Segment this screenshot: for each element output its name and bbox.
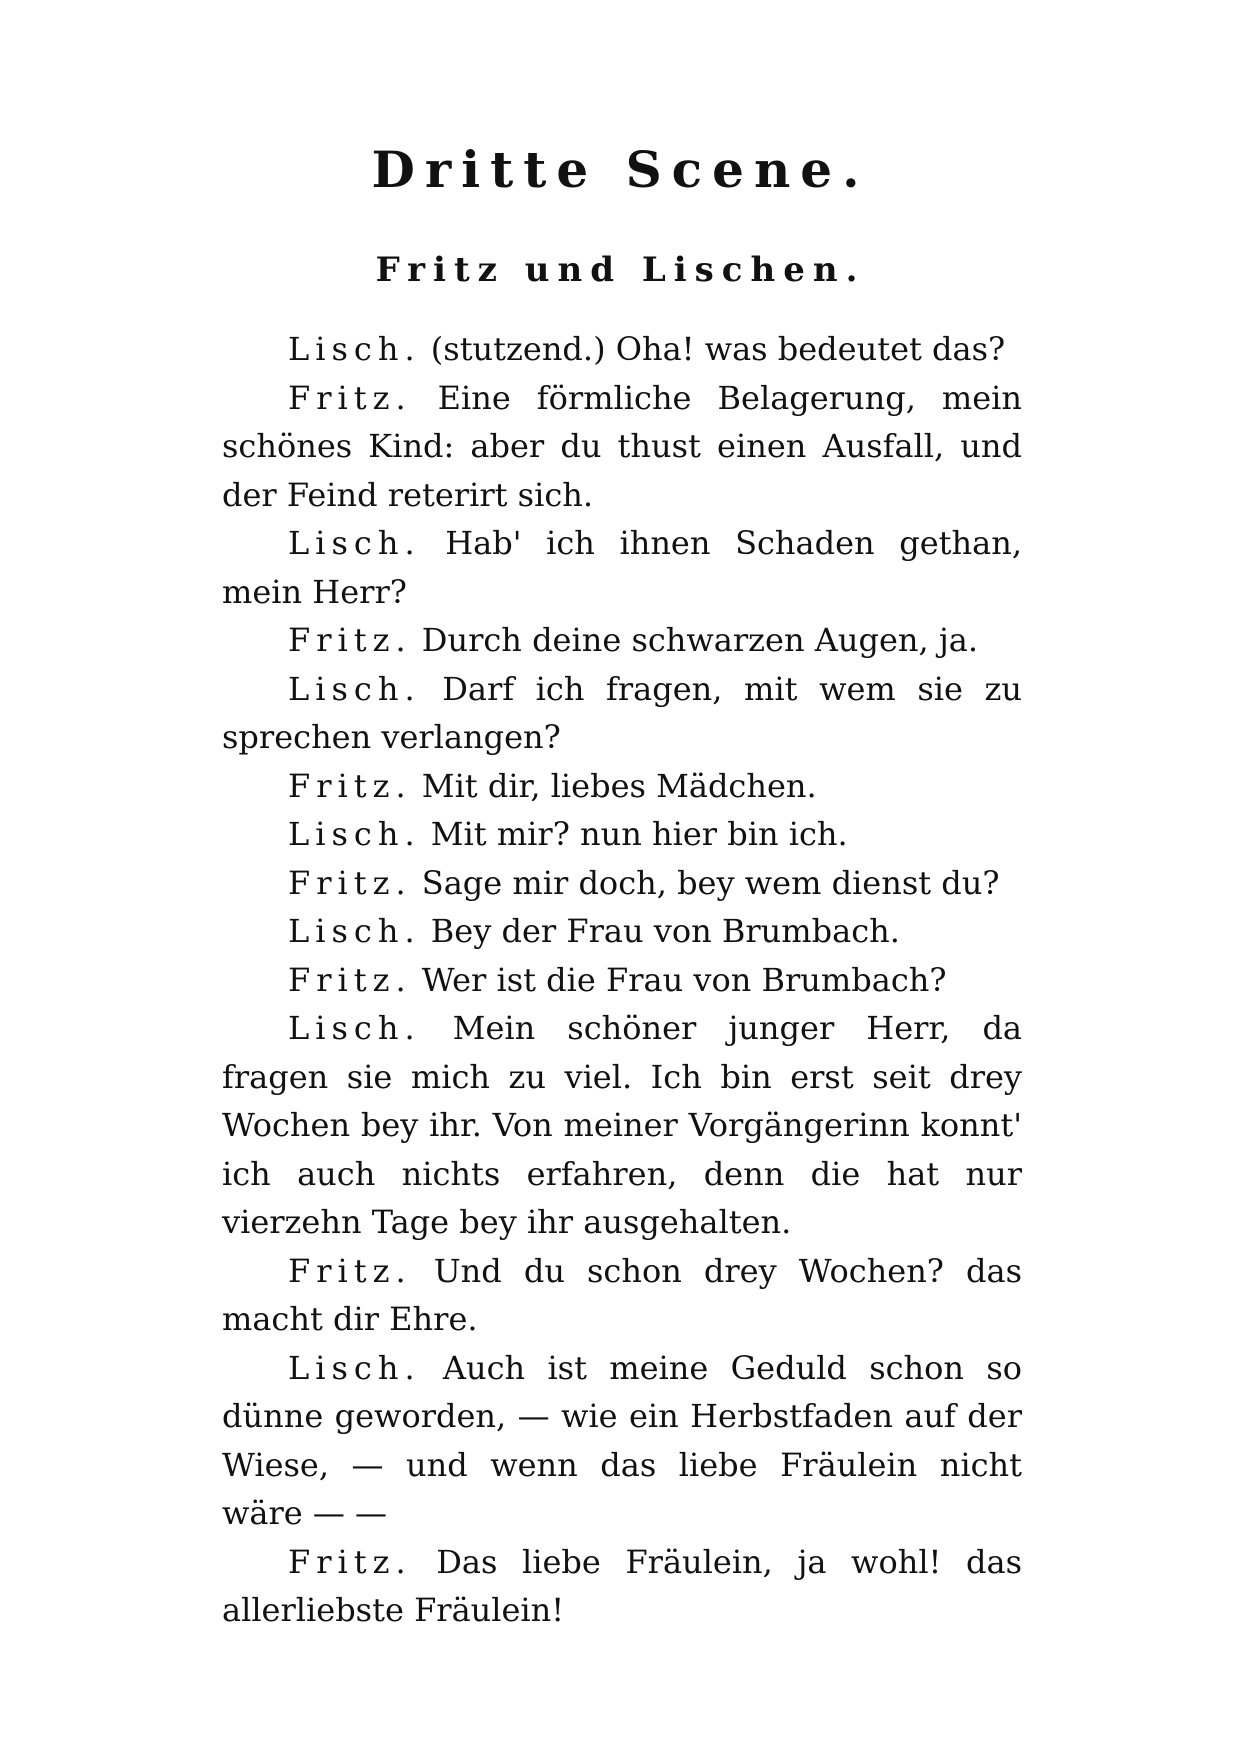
speaker-name: Fritz. — [288, 960, 412, 999]
speaker-name: Fritz. — [288, 378, 412, 417]
dialogue-text-line: Das liebe Fräulein, ja wohl! das allerliebste Fräulein! — [222, 1542, 1023, 1629]
speaker-name: Fritz. — [288, 1542, 412, 1581]
dialogue-line — [222, 907, 1022, 956]
dialogue-line — [222, 1247, 1022, 1344]
dialogue-line — [222, 519, 1022, 616]
speaker-name: Lisch. — [288, 524, 421, 562]
dialogue-text-line: Sage mir doch, bey wem dienst du? — [421, 863, 1000, 902]
dialogue-text-line: Eine förmliche Belagerung, mein schönes Kind: aber du thust einen Ausfall, und der Feind reterirt sich. — [222, 378, 1022, 514]
dialogue-line — [222, 1004, 1022, 1247]
speaker-name: Fritz. — [288, 863, 412, 902]
dialogue-text-line: Auch ist meine Geduld schon so dünne geworden, — wie ein Herbstfaden auf der Wiese, — und wenn das liebe Fräulein nicht wäre — — — [222, 1348, 1023, 1532]
dialogue-text-line: (stutzend.) Oha! was bedeutet das? — [430, 330, 1006, 368]
characters-line: Fritz und Lischen. — [375, 250, 866, 290]
scene-title: Dritte Scene. — [371, 140, 870, 199]
dialogue-line — [222, 956, 1022, 1005]
speaker-name: Lisch. — [288, 330, 421, 368]
dialogue-text-line: Mein schöner junger Herr, da fragen sie mich zu viel. Ich bin erst seit drey Wochen bey ihr. Von meiner Vorgängerinn konnt' ich auch nichts erfahren, denn die hat nur vierzehn Tage bey ihr ausgehalten. — [222, 1009, 1023, 1241]
speaker-name: Lisch. — [288, 669, 421, 708]
dialogue-line — [222, 374, 1022, 520]
dialogue-text-line: Bey der Frau von Brumbach. — [430, 912, 900, 950]
dialogue-line — [222, 810, 1022, 859]
dialogue-text-line: Mit dir, liebes Mädchen. — [421, 766, 817, 805]
speaker-name: Fritz. — [288, 621, 412, 659]
dialogue-line — [222, 325, 1022, 374]
speaker-name: Fritz. — [288, 766, 412, 805]
dialogue-line — [222, 616, 1022, 665]
dialogue-line — [222, 665, 1022, 762]
dialogue-text — [222, 325, 1022, 1635]
speaker-name: Lisch. — [288, 912, 421, 950]
dialogue-line — [222, 762, 1022, 811]
dialogue-text-line: Darf ich fragen, mit wem sie zu sprechen verlangen? — [222, 669, 1022, 756]
dialogue-text-line: Hab' ich ihnen Schaden gethan, mein Herr? — [222, 524, 1022, 611]
speaker-name: Fritz. — [288, 1251, 412, 1290]
dialogue-line — [222, 1538, 1022, 1635]
dialogue-text-line: Und du schon drey Wochen? das macht dir Ehre. — [222, 1251, 1023, 1338]
dialogue-text-line: Mit mir? nun hier bin ich. — [430, 815, 848, 853]
speaker-name: Lisch. — [288, 1009, 421, 1047]
dialogue-line — [222, 859, 1022, 908]
dialogue-line — [222, 1344, 1022, 1538]
dialogue-text-line: Durch deine schwarzen Augen, ja. — [421, 621, 978, 659]
speaker-name: Lisch. — [288, 1348, 421, 1387]
speaker-name: Lisch. — [288, 815, 421, 853]
dialogue-text-line: Wer ist die Frau von Brumbach? — [421, 960, 947, 999]
